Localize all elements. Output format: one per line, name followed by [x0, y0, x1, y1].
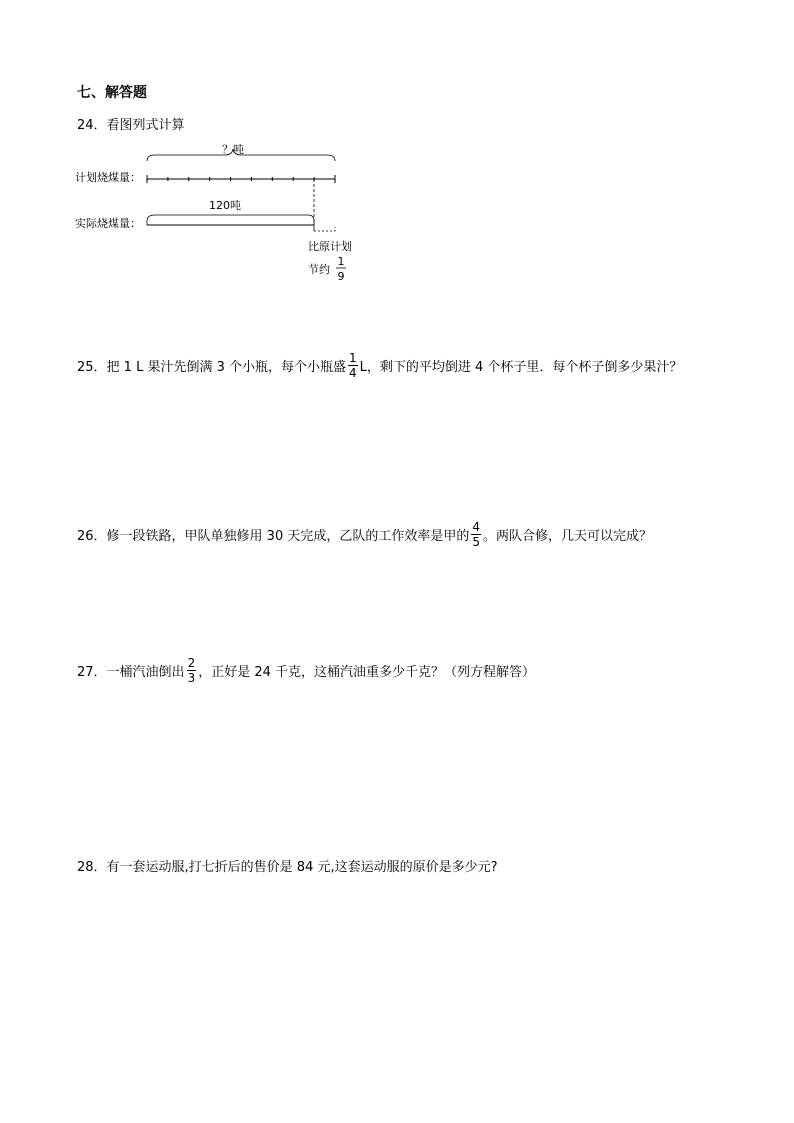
question-27 [77, 657, 535, 684]
question-number: 27． [77, 665, 107, 680]
fraction-numerator: 2 [187, 656, 196, 670]
fraction-numerator: 1 [349, 351, 357, 365]
question-text: ，正好是 24 千克，这桶汽油重多少千克？（列方程解答） [198, 665, 536, 680]
saving-fraction-numerator: 1 [337, 255, 345, 268]
question-text: 修一段铁路，甲队单独修用 30 天完成，乙队的工作效率是甲的 [106, 529, 470, 544]
actual-label: 实际烧煤量： [75, 217, 141, 230]
question-text: 把 1 L 果汁先倒满 3 个小瓶，每个小瓶盛 [106, 360, 346, 375]
question-number: 24． [77, 118, 107, 133]
section-title: 七、解答题 [77, 85, 147, 101]
question-text: 看图列式计算 [106, 118, 185, 133]
plan-label: 计划烧煤量： [75, 171, 141, 184]
saving-note-line1: 比原计划 [308, 240, 352, 253]
question-number: 28． [77, 860, 107, 875]
question-text: 。两队合修，几天可以完成？ [483, 529, 653, 544]
fraction [187, 657, 197, 684]
question-number: 25． [77, 360, 107, 375]
fraction-denominator: 4 [349, 366, 357, 380]
actual-value-label: 120吨 [209, 199, 241, 212]
question-24 [77, 114, 185, 133]
fraction [348, 352, 358, 379]
question-text: 有一套运动服,打七折后的售价是 84 元,这套运动服的原价是多少元? [106, 860, 498, 875]
actual-bracket [147, 215, 314, 225]
question-text: 一桶汽油倒出 [106, 665, 185, 680]
fraction-numerator: 4 [472, 520, 480, 534]
question-28 [77, 856, 498, 875]
fraction [471, 521, 481, 548]
line-segment-diagram [75, 135, 375, 295]
question-25 [77, 352, 682, 379]
plan-value-label: ？吨 [222, 143, 244, 156]
fraction-denominator: 3 [187, 671, 196, 685]
saving-note-line2: 节约 [308, 263, 330, 276]
question-26 [77, 521, 652, 548]
question-text: L，剩下的平均倒进 4 个杯子里．每个杯子倒多少果汁？ [359, 360, 683, 375]
saving-fraction-denominator: 9 [337, 270, 345, 283]
fraction-denominator: 5 [472, 535, 480, 549]
question-number: 26． [77, 529, 107, 544]
saving-brace [314, 227, 335, 231]
